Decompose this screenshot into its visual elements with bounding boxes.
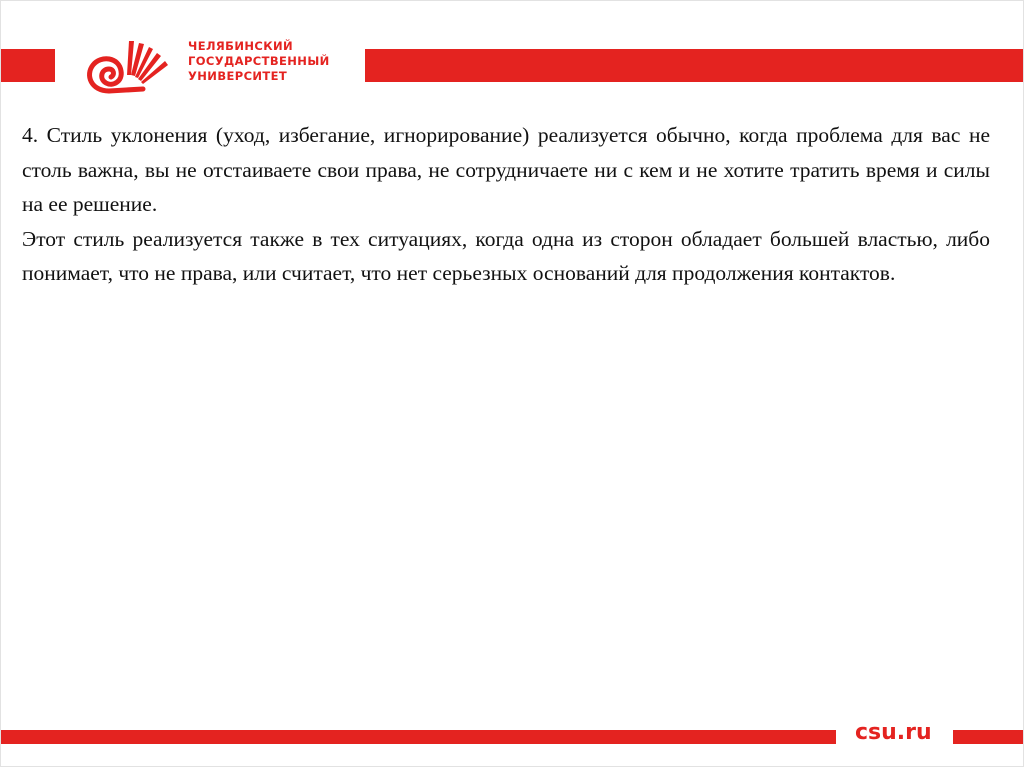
- body-paragraph-1: 4. Стиль уклонения (уход, избегание, игнорирование) реализуется обычно, когда проблема для вас не столь важна, вы не отстаиваете свои права, не сотрудничаете ни с кем и не хотите тратить время и силы на ее решение.: [22, 123, 990, 216]
- university-name-line-2: ГОСУДАРСТВЕННЫЙ: [188, 54, 330, 68]
- footer-bar-left: [1, 730, 836, 744]
- header-bar-left: [1, 49, 55, 82]
- university-name: [188, 39, 330, 84]
- slide-body: [22, 118, 990, 291]
- university-name-line-1: ЧЕЛЯБИНСКИЙ: [188, 39, 294, 53]
- site-url: csu.ru: [855, 720, 932, 745]
- header-bar-right: [365, 49, 1024, 82]
- university-name-line-3: УНИВЕРСИТЕТ: [188, 69, 288, 83]
- body-paragraph-2: Этот стиль реализуется также в тех ситуациях, когда одна из сторон обладает большей властью, либо понимает, что не права, или считает, что нет серьезных оснований для продолжения контактов.: [22, 226, 990, 285]
- spiral-shell-logo-icon: [81, 35, 173, 97]
- footer-bar-right: [953, 730, 1024, 744]
